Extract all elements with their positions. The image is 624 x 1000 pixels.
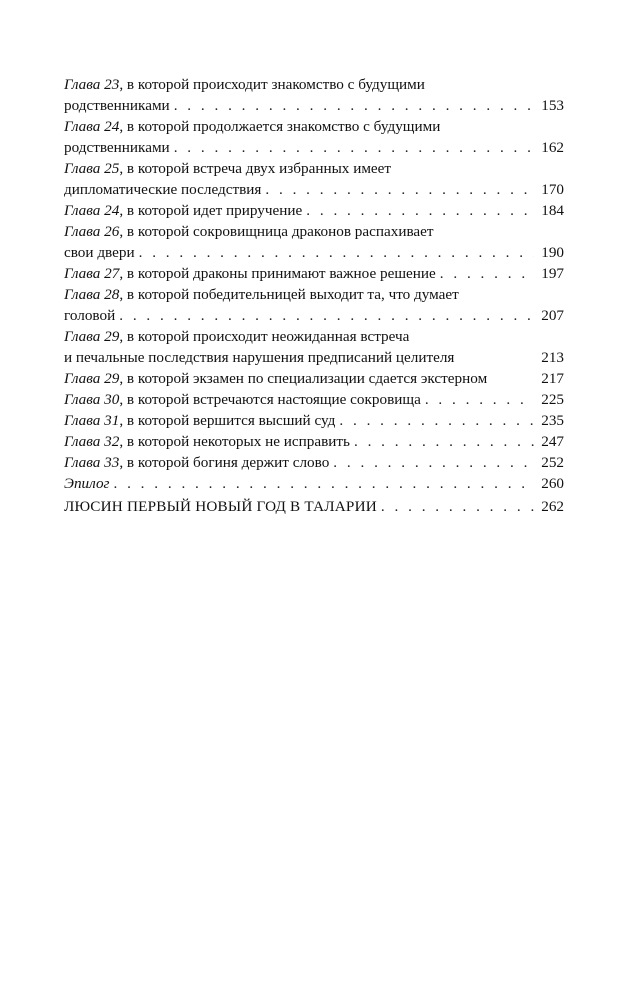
- toc-entry: [64, 326, 564, 368]
- chapter-label: Глава 27: [64, 265, 120, 282]
- page-number: 262: [541, 498, 564, 515]
- dot-leader: [113, 473, 534, 494]
- chapter-title-cont: родственниками: [64, 139, 170, 156]
- page-number: 235: [541, 412, 564, 429]
- chapter-title: , в которой продолжается знакомство с будущими: [119, 118, 441, 135]
- chapter-title: , в которой экзамен по специализации сдается экстерном: [119, 370, 488, 387]
- page-number: 213: [541, 349, 564, 366]
- epilogue-label: Эпилог: [64, 475, 110, 492]
- page-number: 247: [541, 433, 564, 450]
- dot-leader: [265, 179, 534, 200]
- chapter-title: , в которой сокровищница драконов распахивает: [119, 223, 434, 240]
- dot-leader: [139, 242, 534, 263]
- chapter-title-cont: и печальные последствия нарушения предписаний целителя: [64, 349, 455, 366]
- chapter-title-cont: свои двери: [64, 244, 135, 261]
- dot-leader: [440, 263, 534, 284]
- chapter-title-cont: дипломатические последствия: [64, 181, 262, 198]
- dot-leader: [354, 431, 534, 452]
- toc-entry: [64, 263, 564, 284]
- chapter-label: Глава 33: [64, 454, 120, 471]
- page-number: 190: [541, 244, 564, 261]
- dot-leader: [381, 496, 534, 517]
- dot-leader: [306, 200, 534, 221]
- dot-leader: [425, 389, 534, 410]
- toc-entry: [64, 284, 564, 326]
- toc-entry: [64, 389, 564, 410]
- page-number: 162: [541, 139, 564, 156]
- chapter-label: Глава 24: [64, 118, 120, 135]
- chapter-label: Глава 29: [64, 370, 120, 387]
- page-number: 260: [541, 475, 564, 492]
- toc-entry: [64, 368, 564, 389]
- toc-entry: [64, 221, 564, 263]
- final-section-title: ЛЮСИН ПЕРВЫЙ НОВЫЙ ГОД В ТАЛАРИИ: [64, 498, 377, 515]
- chapter-title-cont: головой: [64, 307, 116, 324]
- page-number: 170: [541, 181, 564, 198]
- page-number: 217: [541, 370, 564, 387]
- dot-leader: [333, 452, 534, 473]
- chapter-label: Глава 25: [64, 160, 120, 177]
- chapter-title: , в которой победительницей выходит та, что думает: [119, 286, 459, 303]
- toc-entry-final: [64, 496, 564, 517]
- dot-leader: [119, 305, 534, 326]
- dot-leader: [339, 410, 534, 431]
- toc-entry: [64, 74, 564, 116]
- toc-entry: [64, 116, 564, 158]
- chapter-title: , в которой встреча двух избранных имеет: [119, 160, 392, 177]
- page-number: 153: [541, 97, 564, 114]
- chapter-title: , в которой некоторых не исправить: [119, 433, 350, 450]
- toc-entry: [64, 452, 564, 473]
- page-number: 252: [541, 454, 564, 471]
- chapter-title: , в которой вершится высший суд: [119, 412, 336, 429]
- toc-entry: [64, 200, 564, 221]
- chapter-label: Глава 31: [64, 412, 120, 429]
- page-number: 207: [541, 307, 564, 324]
- chapter-title: , в которой происходит знакомство с будущими: [119, 76, 425, 93]
- chapter-title: , в которой встречаются настоящие сокровища: [119, 391, 421, 408]
- chapter-label: Глава 23: [64, 76, 120, 93]
- chapter-label: Глава 30: [64, 391, 120, 408]
- chapter-label: Глава 28: [64, 286, 120, 303]
- page-number: 197: [541, 265, 564, 282]
- chapter-label: Глава 32: [64, 433, 120, 450]
- dot-leader: [174, 137, 534, 158]
- page-number: 225: [541, 391, 564, 408]
- chapter-label: Глава 29: [64, 328, 120, 345]
- chapter-label: Глава 24: [64, 202, 120, 219]
- chapter-label: Глава 26: [64, 223, 120, 240]
- chapter-title-cont: родственниками: [64, 97, 170, 114]
- dot-leader: [174, 95, 534, 116]
- toc-entry-epilogue: [64, 473, 564, 494]
- chapter-title: , в которой богиня держит слово: [119, 454, 330, 471]
- table-of-contents: [64, 74, 564, 517]
- toc-entry: [64, 410, 564, 431]
- page-number: 184: [541, 202, 564, 219]
- chapter-title: , в которой идет приручение: [119, 202, 303, 219]
- toc-entry: [64, 158, 564, 200]
- toc-entry: [64, 431, 564, 452]
- chapter-title: , в которой драконы принимают важное решение: [119, 265, 436, 282]
- chapter-title: , в которой происходит неожиданная встреча: [119, 328, 410, 345]
